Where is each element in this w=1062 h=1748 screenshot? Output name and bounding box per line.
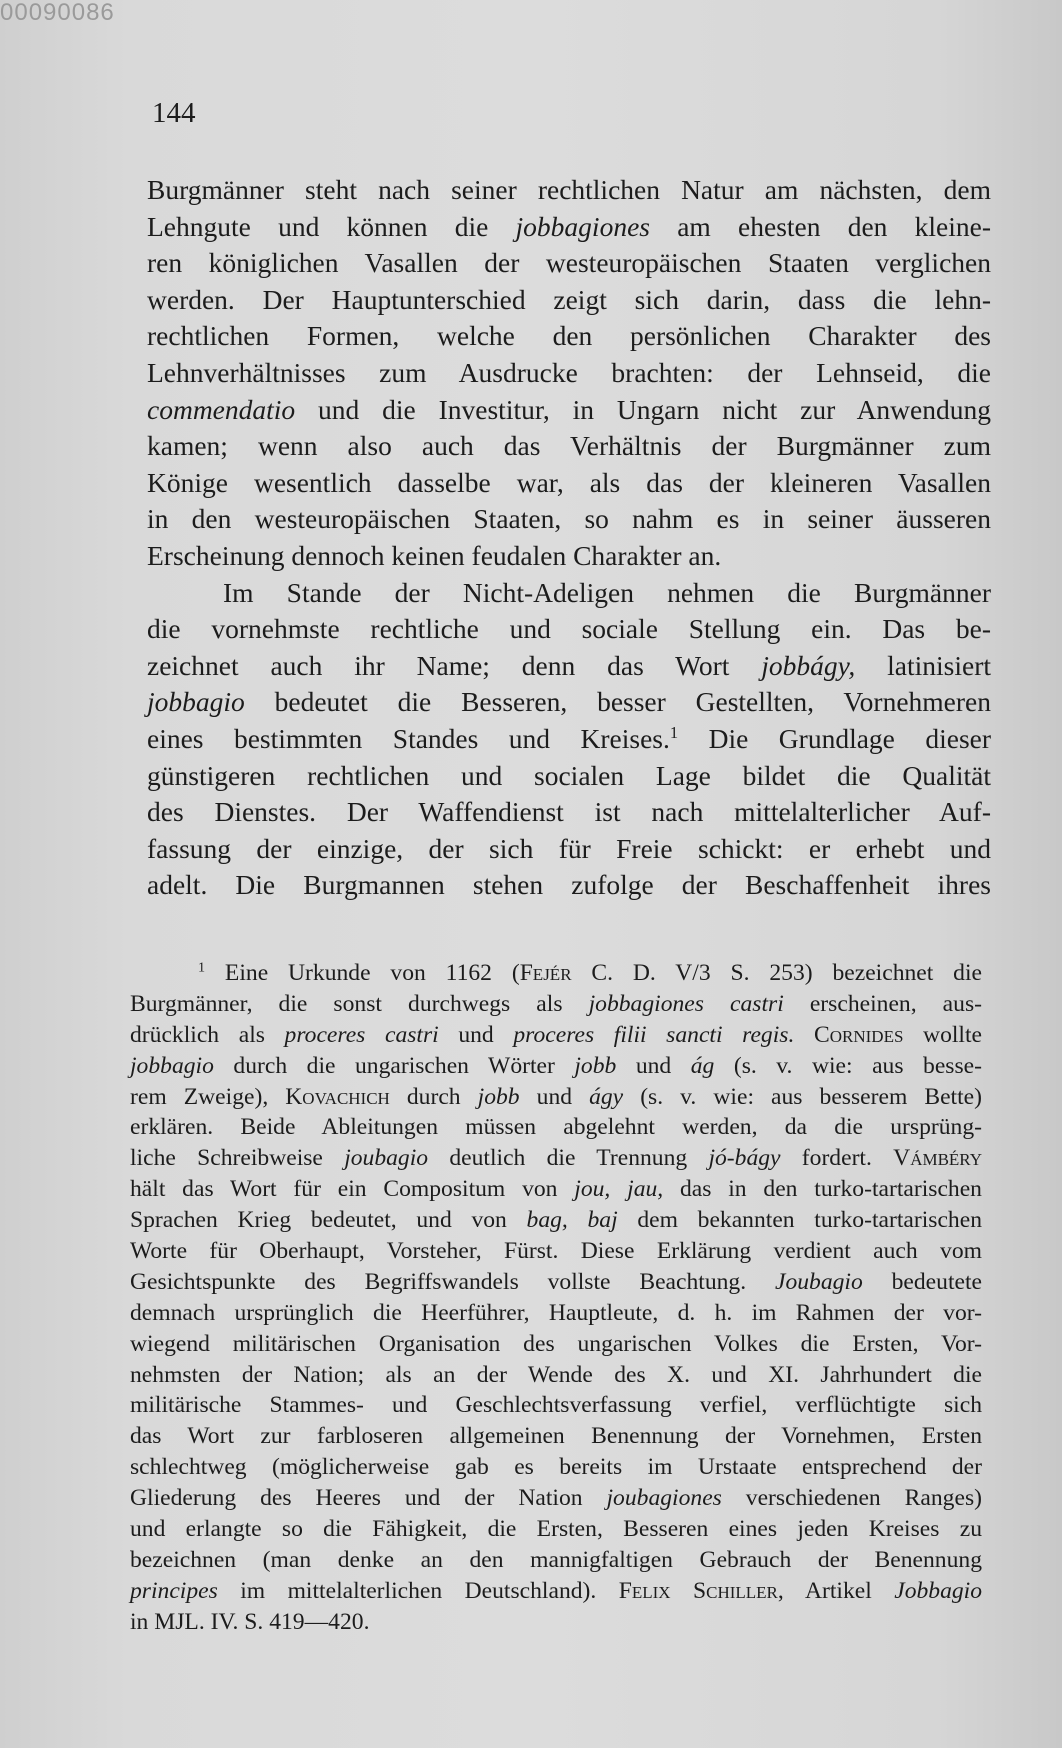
- text-line: rechtlichen Formen, welche den persönlichen Charakter des: [147, 320, 991, 352]
- text-line: Lehngute und können die jobbagiones am ehesten den kleine-: [147, 210, 991, 242]
- footnote-line: und erlangte so die Fähigkeit, die Ersten, Besseren eines jeden Kreises zu: [130, 1516, 982, 1543]
- footnote-marker: 1: [198, 959, 206, 976]
- text-line: in den westeuropäischen Staaten, so nahm es in seiner äusseren: [147, 503, 991, 535]
- footnote-line: in MJL. IV. S. 419—420.: [130, 1608, 370, 1635]
- text-line: werden. Der Hauptunterschied zeigt sich darin, dass die lehn-: [147, 283, 991, 315]
- footnote-line: principes im mittelalterlichen Deutschland). Felix Schiller, Artikel Jobbagio: [130, 1577, 983, 1604]
- text-line: eines bestimmten Standes und Kreises.$^1$ Die Grundlage dieser: [147, 722, 992, 754]
- text-line: adelt. Die Burgmannen stehen zufolge der Beschaffenheit ihres: [147, 869, 991, 901]
- footnote-line: Burgmänner, die sonst durchwegs als jobbagiones castri erscheinen, aus-: [130, 990, 982, 1017]
- footnote-ref: 1: [669, 723, 679, 743]
- text-line: des Dienstes. Der Waffendienst ist nach mittelalterlicher Auf-: [147, 796, 991, 828]
- footnote-line: $^1$ Eine Urkunde von 1162 (Fejér C. D. V/3 S. 253) bezeichnet die: [198, 959, 982, 986]
- footnote-line: liche Schreibweise joubagio deutlich die Trennung jó-bágy fordert. Vámbéry: [130, 1145, 982, 1172]
- text-line: Burgmänner steht nach seiner rechtlichen Natur am nächsten, dem: [147, 174, 991, 205]
- text-line: Lehnverhältnisses zum Ausdrucke brachten: der Lehnseid, die: [147, 356, 991, 388]
- footnote-line: Worte für Oberhaupt, Vorsteher, Fürst. Diese Erklärung verdient auch vom: [130, 1238, 982, 1265]
- footnote-line: schlechtweg (möglicherweise gab es bereits im Urstaate entsprechend der: [130, 1454, 982, 1481]
- footnote-line: militärische Stammes- und Geschlechtsverfassung verfiel, verflüchtigte sich: [130, 1392, 982, 1419]
- text-line: ren königlichen Vasallen der westeuropäischen Staaten verglichen: [147, 247, 991, 279]
- footnote-line: Gesichtspunkte des Begriffswandels vollste Beachtung. Joubagio bedeutete: [130, 1268, 982, 1295]
- text-line: commendatio und die Investitur, in Ungarn nicht zur Anwendung: [147, 393, 991, 425]
- footnote-line: wiegend militärischen Organisation des ungarischen Volkes die Ersten, Vor-: [130, 1330, 982, 1357]
- text-line: fassung der einzige, der sich für Freie schickt: er erhebt und: [147, 832, 991, 864]
- scan-stamp: 00090086: [0, 0, 115, 26]
- footnote-line: jobbagio durch die ungarischen Wörter jobb und ág (s. v. wie: aus besse-: [130, 1052, 982, 1079]
- footnote: [130, 958, 982, 1638]
- text-line: günstigeren rechtlichen und socialen Lage bildet die Qualität: [147, 759, 991, 791]
- footnote-line: das Wort zur farbloseren allgemeinen Benennung der Vornehmen, Ersten: [130, 1423, 982, 1450]
- footnote-line: bezeichnen (man denke an den mannigfaltigen Gebrauch der Benennung: [130, 1546, 982, 1573]
- footnote-line: rem Zweige), Kovachich durch jobb und ágy (s. v. wie: aus besserem Bette): [130, 1083, 982, 1110]
- main-text: [147, 172, 991, 904]
- footnote-line: nehmsten der Nation; als an der Wende des X. und XI. Jahrhundert die: [130, 1361, 982, 1388]
- footnote-line: Gliederung des Heeres und der Nation joubagiones verschiedenen Ranges): [130, 1485, 982, 1512]
- footnote-line: hält das Wort für ein Compositum von jou, jau, das in den turko-tartarischen: [130, 1176, 982, 1203]
- text-line: kamen; wenn also auch das Verhältnis der Burgmänner zum: [147, 430, 991, 462]
- text-line: Könige wesentlich dasselbe war, als das der kleineren Vasallen: [147, 466, 991, 498]
- footnote-line: drücklich als proceres castri und proceres filii sancti regis. Cornides wollte: [130, 1021, 983, 1048]
- footnote-line: Sprachen Krieg bedeutet, und von bag, baj dem bekannten turko-tartarischen: [130, 1207, 982, 1234]
- text-line: die vornehmste rechtliche und sociale Stellung ein. Das be-: [147, 613, 991, 645]
- text-line: Im Stande der Nicht-Adeligen nehmen die Burgmänner: [223, 576, 991, 608]
- page-number: 144: [152, 97, 196, 129]
- text-line: Erscheinung dennoch keinen feudalen Charakter an.: [147, 539, 722, 571]
- footnote-line: demnach ursprünglich die Heerführer, Hauptleute, d. h. im Rahmen der vor-: [130, 1299, 982, 1326]
- text-line: jobbagio bedeutet die Besseren, besser Gestellten, Vornehmeren: [147, 686, 991, 718]
- footnote-line: erklären. Beide Ableitungen müssen abgelehnt werden, da die ursprüng-: [130, 1114, 982, 1141]
- text-line: zeichnet auch ihr Name; denn das Wort jobbágy, latinisiert: [147, 649, 991, 681]
